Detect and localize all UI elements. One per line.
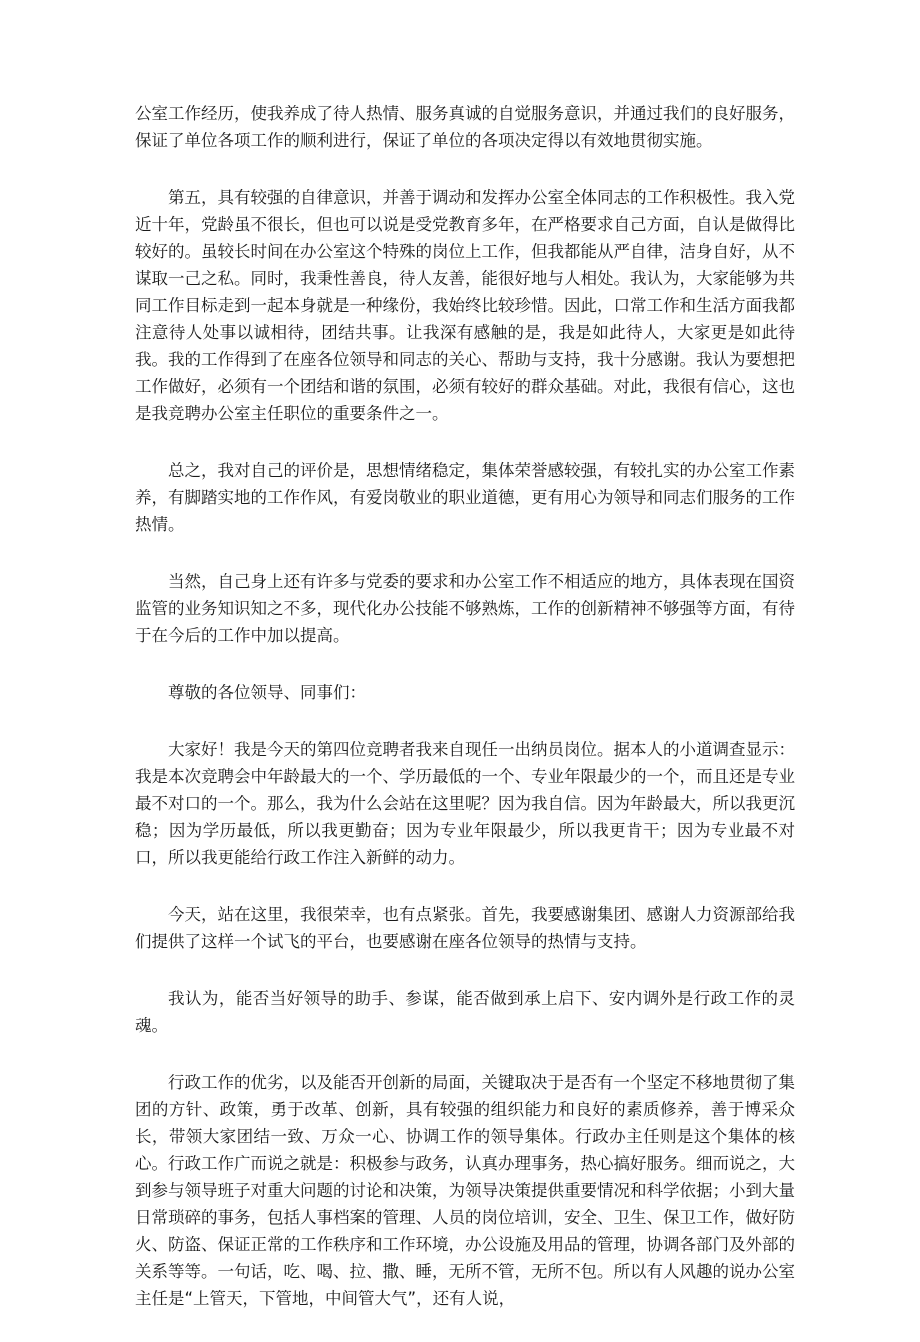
paragraph-soul-of-admin: 我认为，能否当好领导的助手、参谋，能否做到承上启下、安内调外是行政工作的灵魂。 xyxy=(135,989,795,1035)
document-body xyxy=(135,100,795,1342)
paragraph-admin-work: 行政工作的优劣，以及能否开创新的局面，关键取决于是否有一个坚定不移地贯彻了集团的方针、政策，勇于改革、创新，具有较强的组织能力和良好的素质修养，善于博采众长，带领大家团结一致、万众一心、协调工作的领导集体。行政办主任则是这个集体的核心。行政工作广而说之就是：积极参与政务，认真办理事务，热心搞好服务。细而说之，大到参与领导班子对重大问题的讨论和决策，为领导决策提供重要情况和科学依据；小到大量日常琐碎的事务，包括人事档案的管理、人员的岗位培训，安全、卫生、保卫工作，做好防火、防盗、保证正常的工作秩序和工作环境，办公设施及用品的管理，协调各部门及外部的关系等等。一句话，吃、喝、拉、撒、睡，无所不管，无所不包。所以有人风趣的说办公室主任是“上管天，下管地，中间管大气”，还有人说， xyxy=(135,1073,795,1308)
paragraph-self-discipline: 第五，具有较强的自律意识，并善于调动和发挥办公室全体同志的工作积极性。我入党近十年，党龄虽不很长，但也可以说是受党教育多年，在严格要求自己方面，自认是做得比较好的。虽较长时间在办公室这个特殊的岗位上工作，但我都能从严自律，洁身自好，从不谋取一己之私。同时，我秉性善良，待人友善，能很好地与人相处。我认为，大家能够为共同工作目标走到一起本身就是一种缘份，我始终比较珍惜。因此，口常工作和生活方面我都注意待人处事以诚相待，团结共事。让我深有感触的是，我是如此待人，大家更是如此待我。我的工作得到了在座各位领导和同志的关心、帮助与支持，我十分感谢。我认为要想把工作做好，必须有一个团结和谐的氛围，必须有较好的群众基础。对此，我很有信心，这也是我竞聘办公室主任职位的重要条件之一。 xyxy=(135,188,795,423)
paragraph-introduction: 大家好！我是今天的第四位竞聘者我来自现任一出纳员岗位。据本人的小道调查显示：我是本次竞聘会中年龄最大的一个、学历最低的一个、专业年限最少的一个，而且还是专业最不对口的一个。那么，我为什么会站在这里呢？因为我自信。因为年龄最大，所以我更沉稳；因为学历最低，所以我更勤奋；因为专业年限最少，所以我更肯干；因为专业最不对口，所以我更能给行政工作注入新鲜的动力。 xyxy=(135,740,795,867)
paragraph-shortcomings: 当然，自己身上还有许多与党委的要求和办公室工作不相适应的地方，具体表现在国资监管的业务知识知之不多，现代化办公技能不够熟炼，工作的创新精神不够强等方面，有待于在今后的工作中加以提高。 xyxy=(135,572,795,645)
paragraph-continuation: 公室工作经历，使我养成了待人热情、服务真诚的自觉服务意识，并通过我们的良好服务，保证了单位各项工作的顺利进行，保证了单位的各项决定得以有效地贯彻实施。 xyxy=(135,104,795,150)
paragraph-thanks: 今天，站在这里，我很荣幸，也有点紧张。首先，我要感谢集团、感谢人力资源部给我们提供了这样一个试飞的平台，也要感谢在座各位领导的热情与支持。 xyxy=(135,905,795,951)
paragraph-salutation: 尊敬的各位领导、同事们： xyxy=(168,683,366,702)
paragraph-summary: 总之，我对自己的评价是，思想情绪稳定，集体荣誉感较强，有较扎实的办公室工作素养，有脚踏实地的工作作风，有爱岗敬业的职业道德，更有用心为领导和同志们服务的工作热情。 xyxy=(135,461,795,534)
